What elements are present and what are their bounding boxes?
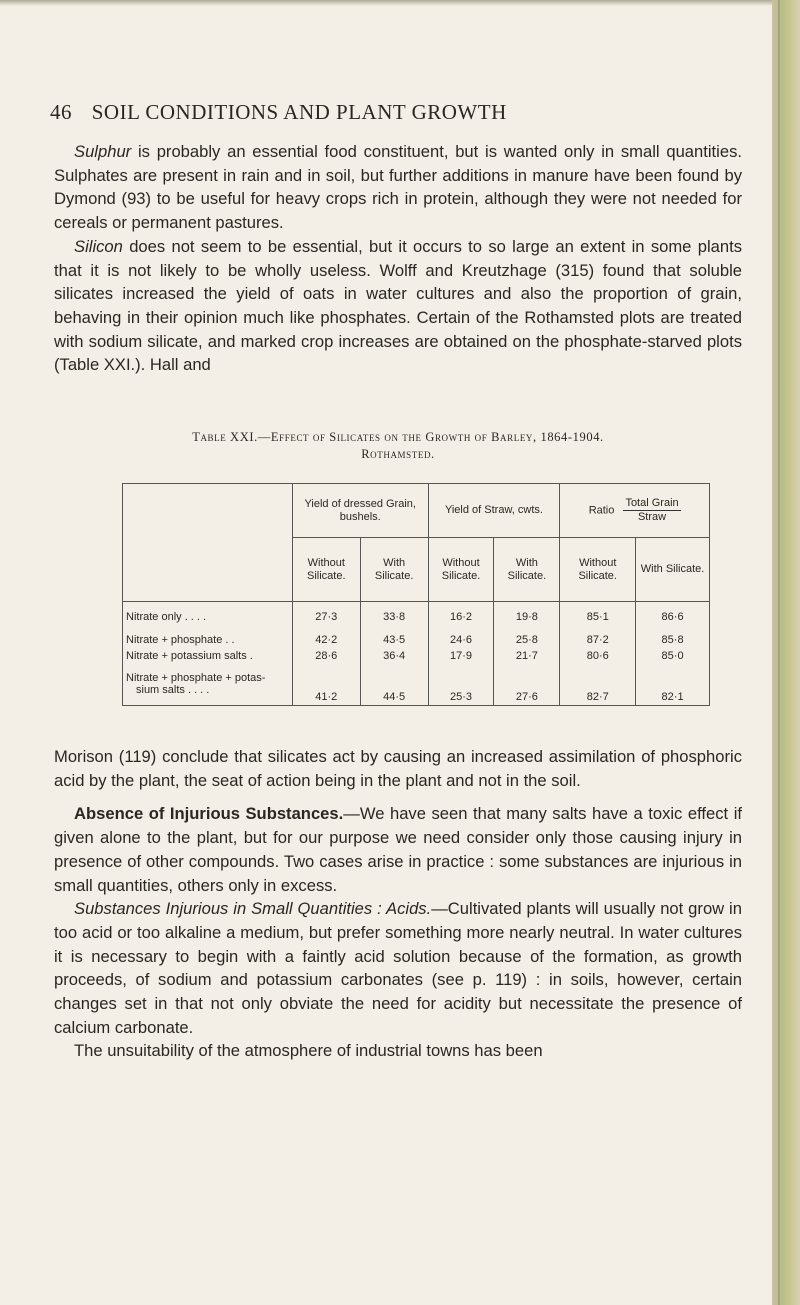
silicon-text: does not seem to be essential, but it occurs to so large an extent in some plants that it is not likely to be wholly useless. Wolff and Kreutzhage (315) found that soluble silicates increased the yield of oats in water cultures and also the proportion of grain, behaving in their opinion much like phosphates. Certain of the Rothamsted plots are treated with sodium silicate, and marked crop increases are obtained on the phosphate-starved plots (Table XXI.). Hall and	[54, 236, 742, 375]
row-label: Nitrate + phosphate . .	[123, 632, 293, 648]
table-row	[123, 632, 710, 648]
straw-yield-header: Yield of Straw, cwts.	[428, 484, 560, 538]
ratio-header	[560, 484, 710, 538]
silicon-paragraph	[54, 235, 742, 377]
table-cell: 17·9	[428, 648, 494, 664]
table-cell: 36·4	[360, 648, 428, 664]
industrial-towns-paragraph: The unsuitability of the atmosphere of industrial towns has been	[74, 1041, 543, 1061]
table-cell: 25·8	[494, 632, 560, 648]
table-cell: 24·6	[428, 632, 494, 648]
table-cell: 87·2	[560, 632, 636, 648]
section-heading: Absence of Injurious Substances.	[74, 804, 344, 824]
row-label: Nitrate only . . . .	[123, 602, 293, 632]
table-cell: 82·1	[636, 664, 710, 706]
row-label-line1: Nitrate + phosphate + potas-	[126, 672, 266, 685]
table-cell: 41·2	[292, 664, 360, 706]
paragraph-block-2	[54, 745, 742, 1063]
sub-header: Without Silicate.	[560, 538, 636, 602]
table-row	[123, 648, 710, 664]
sub-header: With Silicate.	[494, 538, 560, 602]
table-cell: 25·3	[428, 664, 494, 706]
sub-header: With Silicate.	[636, 538, 710, 602]
table-cell: 33·8	[360, 602, 428, 632]
row-label-line2: sium salts . . . .	[136, 684, 210, 697]
table-cell: 19·8	[494, 602, 560, 632]
table-caption-title: Table XXI.—Effect of Silicates on the Growth of Barley, 1864-1904.	[192, 430, 604, 444]
page-top-edge	[0, 0, 800, 6]
sub-header: Without Silicate.	[292, 538, 360, 602]
ratio-fraction	[623, 497, 680, 524]
acids-lead: Substances Injurious in Small Quantities : Acids.	[74, 899, 432, 919]
acids-paragraph	[54, 897, 742, 1039]
sulphur-term: Sulphur	[74, 142, 132, 161]
sulphur-text: is probably an essential food constituent, but is wanted only in small quantities. Sulphates are present in rain and in soil, but further additions in manure have been found by Dymond (93) to be useful for heavy crops rich in protein, although they were not needed for cereals or permanent pastures.	[54, 142, 742, 233]
table-cell: 85·1	[560, 602, 636, 632]
table-cell: 27·3	[292, 602, 360, 632]
table-cell: 42·2	[292, 632, 360, 648]
sulphur-paragraph	[54, 140, 742, 235]
running-header	[50, 100, 740, 125]
table-row	[123, 602, 710, 632]
table-cell: 16·2	[428, 602, 494, 632]
sub-header: Without Silicate.	[428, 538, 494, 602]
table-cell: 80·6	[560, 648, 636, 664]
table-cell: 28·6	[292, 648, 360, 664]
table-cell: 86·6	[636, 602, 710, 632]
table-cell: 85·0	[636, 648, 710, 664]
grain-yield-header: Yield of dressed Grain, bushels.	[292, 484, 428, 538]
table-row	[123, 664, 710, 706]
ratio-label: Ratio	[588, 504, 615, 517]
running-title: SOIL CONDITIONS AND PLANT GROWTH	[91, 100, 507, 124]
sub-header: With Silicate.	[360, 538, 428, 602]
row-label: Nitrate + potassium salts .	[123, 648, 293, 664]
table-cell: 27·6	[494, 664, 560, 706]
silicates-table	[122, 483, 710, 706]
morison-paragraph: Morison (119) conclude that silicates act by causing an increased assimilation of phosphoric acid by the plant, the seat of action being in the plant and not in the soil.	[54, 747, 742, 790]
page-spine-edge	[772, 0, 800, 1305]
table-caption-location: Rothamsted.	[361, 447, 435, 461]
paragraph-block-1	[54, 140, 742, 377]
table-cell: 82·7	[560, 664, 636, 706]
acids-text: —Cultivated plants will usually not grow in too acid or too alkaline a medium, but prefer something more nearly neutral. In water cultures it is necessary to begin with a faintly acid solution because of the formation, as growth proceeds, of sodium and potassium carbonates (see p. 119) : in soils, however, certain changes set in that not only obviate the need for acidity but necessitate the presence of calcium carbonate.	[54, 899, 742, 1037]
page-number: 46	[50, 100, 72, 124]
ratio-numerator: Total Grain	[625, 497, 679, 509]
injurious-substances-paragraph	[54, 802, 742, 897]
table-cell: 44·5	[360, 664, 428, 706]
table-cell: 21·7	[494, 648, 560, 664]
ratio-denominator: Straw	[637, 511, 667, 523]
injurious-text: —We have seen that many salts have a toxic effect if given alone to the plant, but for our purpose we need consider only those causing injury in presence of other compounds. Two cases arise in practice : some substances are injurious in small quantities, others only in excess.	[54, 804, 742, 895]
table-cell: 43·5	[360, 632, 428, 648]
blank-corner-header	[123, 484, 293, 602]
table-caption	[54, 429, 742, 463]
row-label	[123, 664, 293, 706]
table-cell: 85·8	[636, 632, 710, 648]
silicon-term: Silicon	[74, 236, 123, 256]
